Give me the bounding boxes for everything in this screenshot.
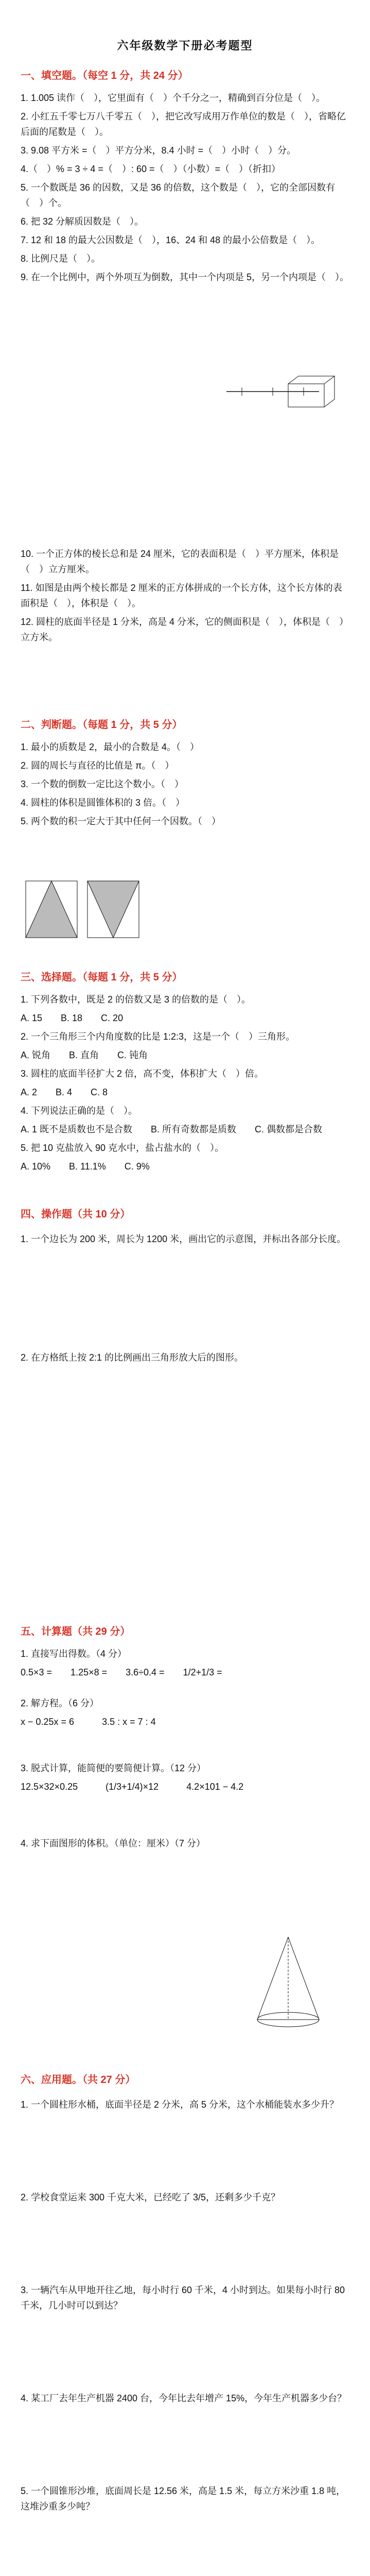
question: x − 0.25x = 6 3.5 : x = 7 : 4 bbox=[21, 1717, 156, 1727]
section-calc-title: 五、计算题（共 29 分） bbox=[21, 1626, 131, 1637]
question: 3. 9.08 平方米 =（ ）平方分米，8.4 小时 =（ ）小时（ ）分。 bbox=[21, 145, 296, 156]
question: 2. 在方格纸上按 2:1 的比例画出三角形放大后的图形。 bbox=[21, 1352, 244, 1363]
shaded-shape-figure bbox=[21, 876, 144, 943]
question: 3. 圆柱的底面半径扩大 2 倍，高不变，体积扩大（ ）倍。 bbox=[21, 1069, 264, 1079]
option-row: A. 锐角 B. 直角 C. 钝角 bbox=[21, 1050, 148, 1060]
question: 2. 学校食堂运来 300 千克大米，已经吃了 3/5，还剩多少千克？ bbox=[21, 2192, 280, 2202]
question: 2. 一个三角形三个内角度数的比是 1:2:3，这是一个（ ）三角形。 bbox=[21, 1031, 295, 1042]
question: 4. 圆柱的体积是圆锥体积的 3 倍。（ ） bbox=[21, 798, 185, 808]
question: 12.5×32×0.25 (1/3+1/4)×12 4.2×101 − 4.2 bbox=[21, 1782, 244, 1792]
section-app-title: 六、应用题。（共 27 分） bbox=[21, 2074, 136, 2086]
question: 5. 两个数的积一定大于其中任何一个因数。（ ） bbox=[21, 816, 221, 826]
question: 1. 1.005 读作（ ），它里面有（ ）个千分之一，精确到百分位是（ ）。 bbox=[21, 93, 326, 103]
question: 1. 最小的质数是 2，最小的合数是 4。（ ） bbox=[21, 742, 200, 752]
question: 1. 一个边长为 200 米，周长为 1200 米，画出它的示意图，并标出各部分长度。 bbox=[21, 1234, 346, 1244]
question: 5. 把 10 克盐放入 90 克水中，盐占盐水的（ ）。 bbox=[21, 1143, 224, 1153]
question: 1. 下列各数中，既是 2 的倍数又是 3 的倍数的是（ ）。 bbox=[21, 994, 251, 1005]
option-row: A. 1 既不是质数也不是合数 B. 所有奇数都是质数 C. 偶数都是合数 bbox=[21, 1124, 323, 1134]
question: 1. 直接写出得数。（4 分） bbox=[21, 1649, 127, 1659]
operate-questions bbox=[21, 1231, 350, 1250]
choice-questions bbox=[21, 992, 350, 1177]
question: 2. 圆的周长与直径的比值是 π。（ ） bbox=[21, 760, 174, 771]
question: 12. 圆柱的底面半径是 1 分米，高是 4 分米，它的侧面积是（ ），体积是（ ）立方米。 bbox=[21, 617, 349, 642]
option-row: A. 2 B. 4 C. 8 bbox=[21, 1087, 108, 1097]
question: 5. 一个数既是 36 的因数，又是 36 的倍数，这个数是（ ），它的全部因数有（ ）个。 bbox=[21, 182, 336, 208]
question: 6. 把 32 分解质因数是（ ）。 bbox=[21, 216, 144, 227]
cube-figure bbox=[278, 371, 340, 412]
question: 10. 一个正方体的棱长总和是 24 厘米，它的表面积是（ ）平方厘米，体积是（ ）立方厘米。 bbox=[21, 549, 339, 574]
judge-questions bbox=[21, 739, 350, 832]
option-row: A. 10% B. 11.1% C. 9% bbox=[21, 1161, 150, 1172]
fill-questions-2 bbox=[21, 546, 350, 648]
question: 3. 脱式计算，能简便的要简便计算。（12 分） bbox=[21, 1763, 206, 1773]
section-operate-title: 四、操作题（共 10 分） bbox=[21, 1209, 131, 1220]
question: 2. 小红五千零七万八千零五（ ），把它改写成用万作单位的数是（ ），省略亿后面的尾数是（ ）。 bbox=[21, 111, 346, 137]
question: 8. 比例尺是（ ）。 bbox=[21, 253, 101, 264]
question: 4. 下列说法正确的是（ ）。 bbox=[21, 1106, 138, 1116]
section-choice-title: 三、选择题。（每题 1 分，共 5 分） bbox=[21, 972, 183, 983]
option-row: A. 15 B. 18 C. 20 bbox=[21, 1013, 124, 1023]
question: 5. 一个圆锥形沙堆，底面周长是 12.56 米，高是 1.5 米，每立方米沙重 1.8 吨，这堆沙重多少吨？ bbox=[21, 2486, 346, 2512]
operate-questions-2 bbox=[21, 1350, 350, 1368]
section-judge-title: 二、判断题。（每题 1 分，共 5 分） bbox=[21, 719, 183, 731]
question: 4. 某工厂去年生产机器 2400 台，今年比去年增产 15%，今年生产机器多少台？ bbox=[21, 2393, 347, 2403]
question: 4. 求下面图形的体积。（单位：厘米）（7 分） bbox=[21, 1838, 206, 1849]
fill-questions bbox=[21, 90, 350, 288]
question: 0.5×3 = 1.25×8 = 3.6÷0.4 = 1/2+1/3 = bbox=[21, 1667, 222, 1677]
question: 9. 在一个比例中，两个外项互为倒数，其中一个内项是 5，另一个内项是（ ）。 bbox=[21, 272, 349, 282]
page-title: 六年级数学下册必考题型 bbox=[117, 39, 253, 52]
calc-questions bbox=[21, 1646, 350, 1854]
question: 11. 如图是由两个棱长都是 2 厘米的正方体拼成的一个长方体，这个长方体的表面积是（ ），体积是（ ）。 bbox=[21, 583, 342, 608]
question: 2. 解方程。（6 分） bbox=[21, 1698, 99, 1708]
cone-figure bbox=[242, 1932, 334, 2035]
app-questions bbox=[21, 2097, 350, 2576]
question: 3. 一个数的倒数一定比这个数小。（ ） bbox=[21, 779, 184, 789]
question: 1. 一个圆柱形水桶，底面半径是 2 分米，高 5 分米，这个水桶能装水多少升？ bbox=[21, 2099, 339, 2110]
question: 3. 一辆汽车从甲地开往乙地，每小时行 60 千米，4 小时到达。如果每小时行 80 千米，几小时可以到达？ bbox=[21, 2285, 345, 2311]
question: 7. 12 和 18 的最大公因数是（ ），16、24 和 48 的最小公倍数是（ ）。 bbox=[21, 235, 321, 245]
question: 4.（ ）% = 3 ÷ 4 =（ ）: 60 =（ ）（小数）=（ ）（折扣） bbox=[21, 164, 280, 174]
section-fill-title: 一、填空题。（每空 1 分，共 24 分） bbox=[21, 70, 188, 81]
